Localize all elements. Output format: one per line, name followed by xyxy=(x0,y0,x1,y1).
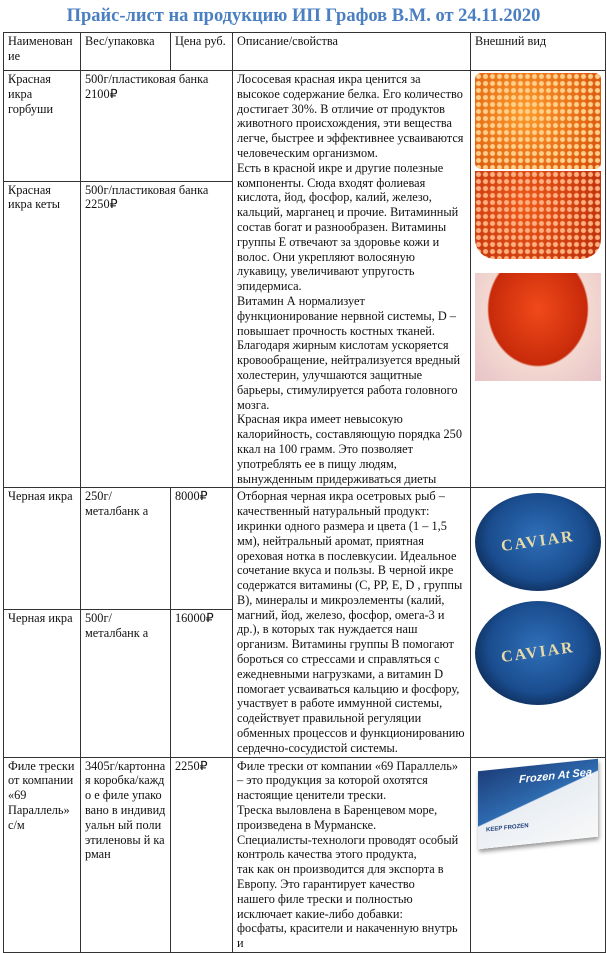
product-description: Отборная черная икра осетровых рыб – качественный натуральный продукт: икринки одного размера и цвета (1 – 1,5 мм), нейтральный аромат, приятная ореховая нотка в послевкусии. Идеальное сочетание вкуса и пользы. В черной икре содержатся витамины (С, РР, Е, D , группы В), минералы и микроэлементы (калий, магний, йод, железо, фосфор, омега-3 и др.), в которых так нуждается наш организм. Витамины группы В помогают бороться со стрессами и справляться с ежедневными нагрузками, а витамин D помогает усваиваться кальцию и фосфору, участвует в работе иммунной системы, содействует правильной регуляции обменных процессов и функционированию сердечно-сосудистой системы. xyxy=(233,488,471,757)
tin-label: CAVIAR xyxy=(500,527,576,555)
box-label: Frozen At Sea xyxy=(519,765,592,786)
table-row xyxy=(4,71,606,182)
product-image-cell xyxy=(471,71,606,488)
box-sublabel: KEEP FROZEN xyxy=(486,822,529,834)
product-description: Лососевая красная икра ценится за высокое содержание белка. Его количество достигает 30%. В отличие от продуктов животного происхождения, эти вещества легче, быстрее и эффективнее усваиваются человеческим организмом. Есть в красной икре и другие полезные компоненты. Сюда входят фолиевая кислота, йод, фосфор, калий, железо, кальций, марганец и прочие. Витаминный состав богат и разнообразен. Витамины группы Е отвечают за здоровье кожи и волос. Они укрепляют волосяную лукавицу, увеличивают упругость эпидермиса. Витамин А нормализует функционирование нервной системы, D – повышает прочность костных тканей. Благодаря жирным кислотам ускоряется кровообращение, нейтрализуется вредный холестерин, улучшаются защитные барьеры, стимулируется работа головного мозга. Красная икра имеет невысокую калорийность, составляющую порядка 250 ккал на 100 грамм. Это позволяет употреблять ее в пищу людям, вынужденным придерживаться диеты xyxy=(233,71,471,488)
cod-fillet-box-image xyxy=(478,758,598,849)
tin-label: CAVIAR xyxy=(500,638,576,666)
product-image-cell xyxy=(471,757,606,952)
page-title: Прайс-лист на продукцию ИП Графов В.М. от 24.11.2020 xyxy=(66,6,541,26)
product-price: 8000₽ xyxy=(171,488,233,610)
product-name: Черная икра xyxy=(4,610,81,758)
product-pack-price: 500г/пластиковая банка 2250₽ xyxy=(81,181,233,488)
header-description: Описание/свойства xyxy=(233,33,471,71)
product-price: 16000₽ xyxy=(171,610,233,758)
table-row xyxy=(4,488,606,610)
product-name: Филе трески от компании «69 Параллель» с/м xyxy=(4,757,81,952)
price-table xyxy=(3,32,606,953)
product-image-cell xyxy=(471,488,606,757)
header-image: Внешний вид xyxy=(471,33,606,71)
black-caviar-tin-image xyxy=(475,601,601,705)
product-name: Красная икра кеты xyxy=(4,181,81,488)
product-pack: 500г/металбанк а xyxy=(81,610,171,758)
table-row xyxy=(4,757,606,952)
header-pack: Вес/упаковка xyxy=(81,33,171,71)
product-pack: 3405г/картонна я коробка/каждо е филе упаковано в индивидуальн ый полиэтиленовы й карман xyxy=(81,757,171,952)
header-name: Наименован ие xyxy=(4,33,81,71)
red-caviar-image xyxy=(475,171,601,259)
product-pack: 250г/металбанк а xyxy=(81,488,171,610)
product-description: Филе трески от компании «69 Параллель» – это продукция за которой охотятся настоящие ценители трески. Треска выловлена в Баренцевом море, произведена в Мурманске. Специалисты-технологи проводят особый контроль качества этого продукта, так как он производится для экспорта в Европу. Это гарантирует качество нашего филе трески и полностью исключает какие-либо добавки: фосфаты, красители и накаченную внутрь и xyxy=(233,757,471,952)
header-price: Цена руб. xyxy=(171,33,233,71)
red-caviar-image xyxy=(475,261,601,381)
black-caviar-tin-image xyxy=(475,493,601,591)
product-price: 2250₽ xyxy=(171,757,233,952)
product-pack-price: 500г/пластиковая банка 2100₽ xyxy=(81,71,233,182)
table-header-row xyxy=(4,33,606,71)
red-caviar-image xyxy=(475,73,601,169)
product-name: Черная икра xyxy=(4,488,81,610)
product-name: Красная икра горбуши xyxy=(4,71,81,182)
